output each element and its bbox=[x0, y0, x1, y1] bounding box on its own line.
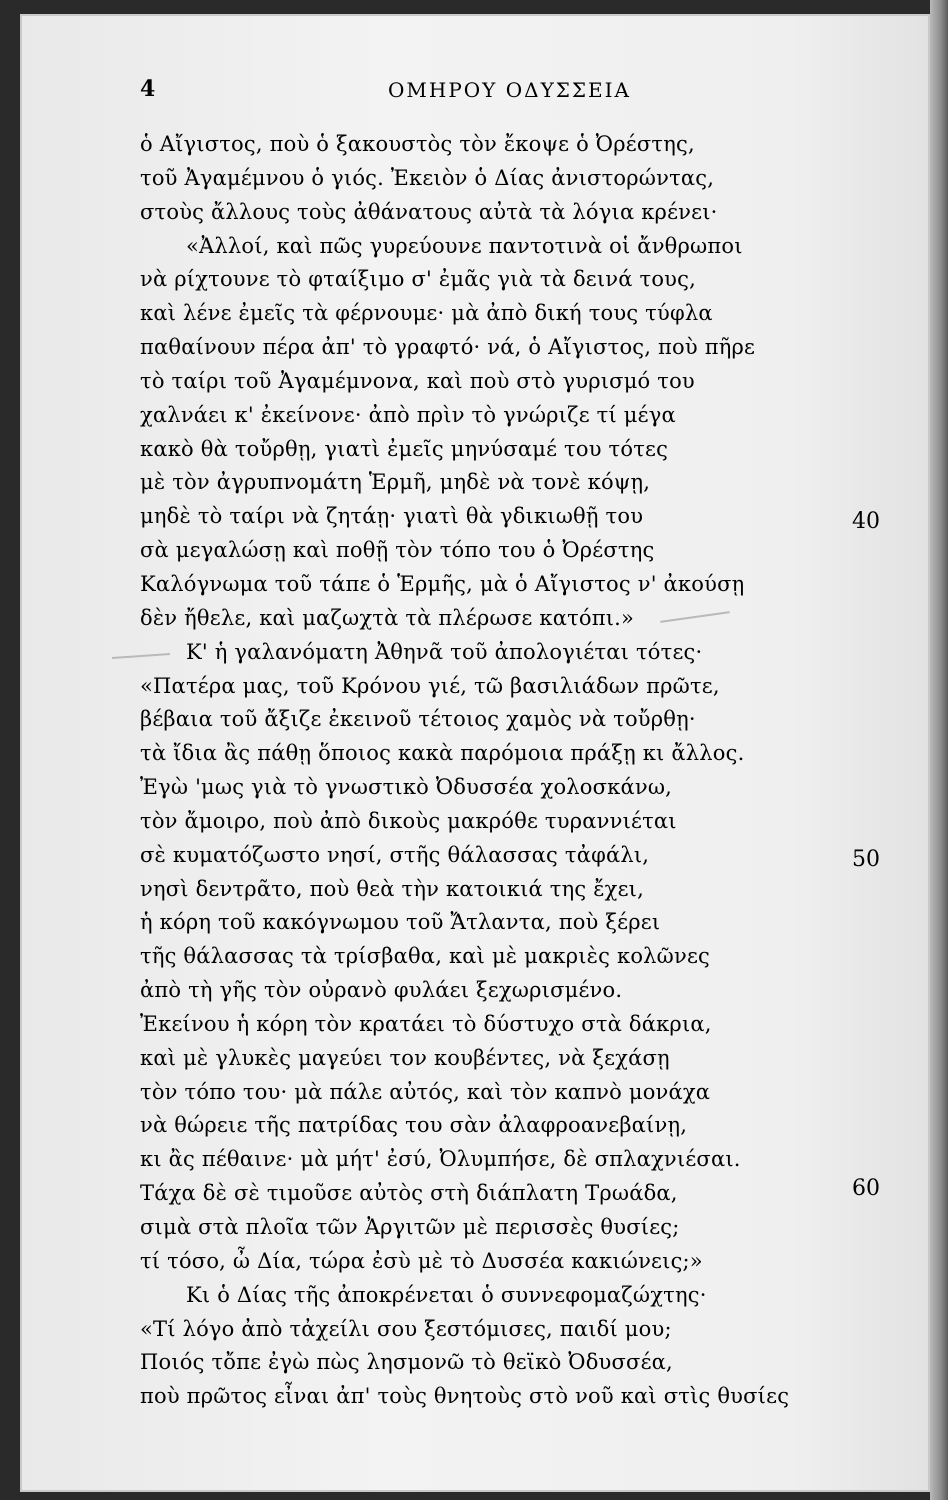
verse-line: κακὸ θὰ τοὔρθῃ, γιατὶ ἐμεῖς μηνύσαμέ του τότες bbox=[140, 436, 669, 461]
verse-line: νὰ θώρειε τῆς πατρίδας του σὰν ἀλαφροανεβαίνῃ, bbox=[140, 1113, 688, 1138]
verse-line: Ἐγὼ 'μως γιὰ τὸ γνωστικὸ Ὀδυσσέα χολοσκάνω, bbox=[140, 775, 673, 800]
verse-line: ἡ κόρη τοῦ κακόγνωμου τοῦ Ἄτλαντα, ποὺ ξέρει bbox=[140, 910, 661, 935]
page-number: 4 bbox=[140, 76, 157, 102]
verse-line: τί τόσο, ὦ Δία, τώρα ἐσὺ μὲ τὸ Δυσσέα κακιώνεις;» bbox=[140, 1248, 703, 1273]
page-edge bbox=[930, 0, 948, 1500]
verse-line: νὰ ρίχτουνε τὸ φταίξιμο σ' ἐμᾶς γιὰ τὰ δεινά τους, bbox=[140, 267, 696, 292]
verse-line: τὰ ἴδια ἂς πάθῃ ὅποιος κακὰ παρόμοια πράξῃ κι ἄλλος. bbox=[140, 741, 745, 766]
verse-line: χαλνάει κ' ἐκείνονε· ἀπὸ πρὶν τὸ γνώριζε τί μέγα bbox=[140, 402, 676, 427]
verse-line: «Ἀλλοί, καὶ πῶς γυρεύουνε παντοτινὰ οἱ ἄνθρωποι bbox=[186, 233, 743, 258]
verse-line: Τάχα δὲ σὲ τιμοῦσε αὐτὸς στὴ διάπλατη Τρωάδα, bbox=[140, 1181, 678, 1206]
line-number-50: 50 bbox=[852, 847, 880, 872]
verse-line: Κ' ἡ γαλανόματη Ἀθηνᾶ τοῦ ἀπολογιέται τότες· bbox=[186, 639, 703, 664]
verse-line: τὸ ταίρι τοῦ Ἀγαμέμνονα, καὶ ποὺ στὸ γυρισμό του bbox=[140, 368, 695, 393]
verse-line: Ἐκείνου ἡ κόρη τὸν κρατάει τὸ δύστυχο στὰ δάκρια, bbox=[140, 1011, 712, 1036]
verse-line: μηδὲ τὸ ταίρι νὰ ζητάῃ· γιατὶ θὰ γδικιωθῇ του bbox=[140, 504, 644, 529]
page-title: ΟΜΗΡΟΥ ΟΔΥΣΣΕΙΑ bbox=[388, 78, 631, 102]
line-number-60: 60 bbox=[852, 1176, 880, 1201]
verse-line: τοῦ Ἀγαμέμνου ὁ γιός. Ἐκειὸν ὁ Δίας ἀνιστορώντας, bbox=[140, 165, 715, 190]
verse-line: σὲ κυματόζωστο νησί, στῆς θάλασσας τἀφάλι, bbox=[140, 842, 650, 867]
verse-line: μὲ τὸν ἀγρυπνομάτη Ἑρμῆ, μηδὲ νὰ τονὲ κόψῃ, bbox=[140, 470, 651, 495]
verse-line: ποὺ πρῶτος εἶναι ἀπ' τοὺς θνητοὺς στὸ νοῦ καὶ στὶς θυσίες bbox=[140, 1384, 790, 1409]
verse-line: τὸν ἄμοιρο, ποὺ ἀπὸ δικοὺς μακρόθε τυραννιέται bbox=[140, 808, 677, 833]
verse-line: σιμὰ στὰ πλοῖα τῶν Ἀργιτῶν μὲ περισσὲς θυσίες; bbox=[140, 1215, 680, 1239]
verse-line: παθαίνουν πέρα ἀπ' τὸ γραφτό· νά, ὁ Αἴγιστος, ποὺ πῆρε bbox=[140, 335, 756, 360]
verse-line: Ποιός τὄπε ἐγὼ πὼς λησμονῶ τὸ θεϊκὸ Ὀδυσσέα, bbox=[140, 1350, 673, 1375]
verse-line: σὰ μεγαλώσῃ καὶ ποθῇ τὸν τόπο του ὁ Ὀρέστης bbox=[140, 538, 655, 563]
verse-line: «Τί λόγο ἀπὸ τἀχείλι σου ξεστόμισες, παιδί μου; bbox=[140, 1316, 672, 1341]
verse-line: «Πατέρα μας, τοῦ Κρόνου γιέ, τῶ βασιλιάδων πρῶτε, bbox=[140, 673, 720, 698]
verse-line: ἀπὸ τὴ γῆς τὸν οὐρανὸ φυλάει ξεχωρισμένο. bbox=[140, 978, 623, 1003]
verse-line: καὶ λένε ἐμεῖς τὰ φέρνουμε· μὰ ἀπὸ δική τους τύφλα bbox=[140, 301, 713, 326]
verse-line: ὁ Αἴγιστος, ποὺ ὁ ξακουστὸς τὸν ἔκοψε ὁ Ὀρέστης, bbox=[140, 132, 695, 156]
verse-text bbox=[140, 128, 860, 1414]
verse-line: τῆς θάλασσας τὰ τρίσβαθα, καὶ μὲ μακριὲς κολῶνες bbox=[140, 944, 710, 969]
verse-line: νησὶ δεντρᾶτο, ποὺ θεὰ τὴν κατοικιά της ἔχει, bbox=[140, 876, 644, 901]
verse-line: Καλόγνωμα τοῦ τάπε ὁ Ἑρμῆς, μὰ ὁ Αἴγιστος ν' ἀκούσῃ bbox=[140, 571, 745, 596]
verse-line: Κι ὁ Δίας τῆς ἀποκρένεται ὁ συννεφομαζώχτης· bbox=[186, 1282, 707, 1307]
line-number-40: 40 bbox=[852, 509, 880, 534]
verse-line: βέβαια τοῦ ἄξιζε ἐκεινοῦ τέτοιος χαμὸς νὰ τοὔρθῃ· bbox=[140, 707, 696, 732]
running-head bbox=[0, 76, 948, 112]
verse-line: δὲν ἤθελε, καὶ μαζωχτὰ τὰ πλέρωσε κατόπι.» bbox=[140, 605, 635, 630]
verse-line: στοὺς ἄλλους τοὺς ἀθάνατους αὐτὰ τὰ λόγια κρένει· bbox=[140, 199, 718, 224]
verse-line: κι ἂς πέθαινε· μὰ μήτ' ἐσύ, Ὀλυμπήσε, δὲ σπλαχνιέσαι. bbox=[140, 1147, 741, 1172]
verse-line: καὶ μὲ γλυκὲς μαγεύει τον κουβέντες, νὰ ξεχάσῃ bbox=[140, 1045, 670, 1070]
verse-line: τὸν τόπο του· μὰ πάλε αὐτός, καὶ τὸν καπνὸ μονάχα bbox=[140, 1079, 711, 1104]
